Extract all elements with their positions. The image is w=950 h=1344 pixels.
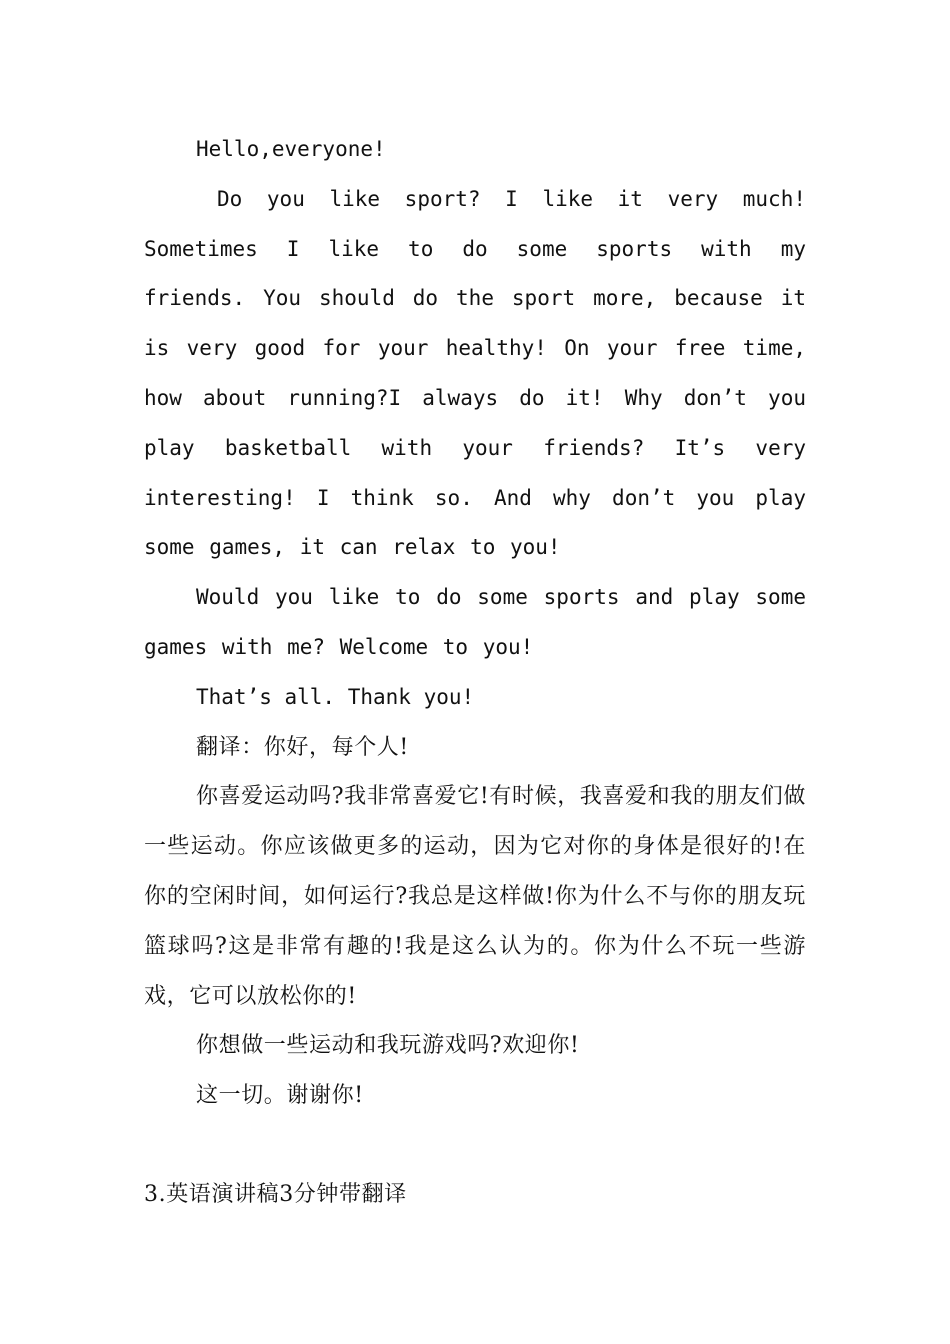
document-body — [144, 125, 806, 1121]
closing-paragraph: That’s all. Thank you! — [196, 684, 475, 709]
translation-greeting-paragraph: 翻译：你好，每个人! — [196, 734, 409, 760]
speech-body-paragraph: Do you like sport? I like it very much! Sometimes I like to do some sports with my friends. You should do the sport more, because it is very good for your healthy! On your free time, how about running?I always do it! Why don’t you play basketball with your friends? It’s very interesting! I think so. And why don’t you play some games, it can relax to you! — [144, 186, 806, 560]
greeting-paragraph: Hello,everyone! — [196, 137, 386, 161]
translation-closing-paragraph: 这一切。谢谢你! — [196, 1083, 364, 1109]
translation-body-paragraph: 你喜爱运动吗?我非常喜爱它!有时候，我喜爱和我的朋友们做一些运动。你应该做更多的运动，因为它对你的身体是很好的!在你的空闲时间，如何运行?我总是这样做!你为什么不与你的朋友玩篮球吗?这是非常有趣的!我是这么认为的。你为什么不玩一些游戏，它可以放松你的! — [144, 784, 806, 1009]
section-heading: 3.英语演讲稿3分钟带翻译 — [144, 1182, 407, 1207]
invitation-paragraph: Would you like to do some sports and play some games with me? Welcome to you! — [144, 585, 806, 659]
translation-invitation-paragraph: 你想做一些运动和我玩游戏吗?欢迎你! — [196, 1033, 580, 1059]
